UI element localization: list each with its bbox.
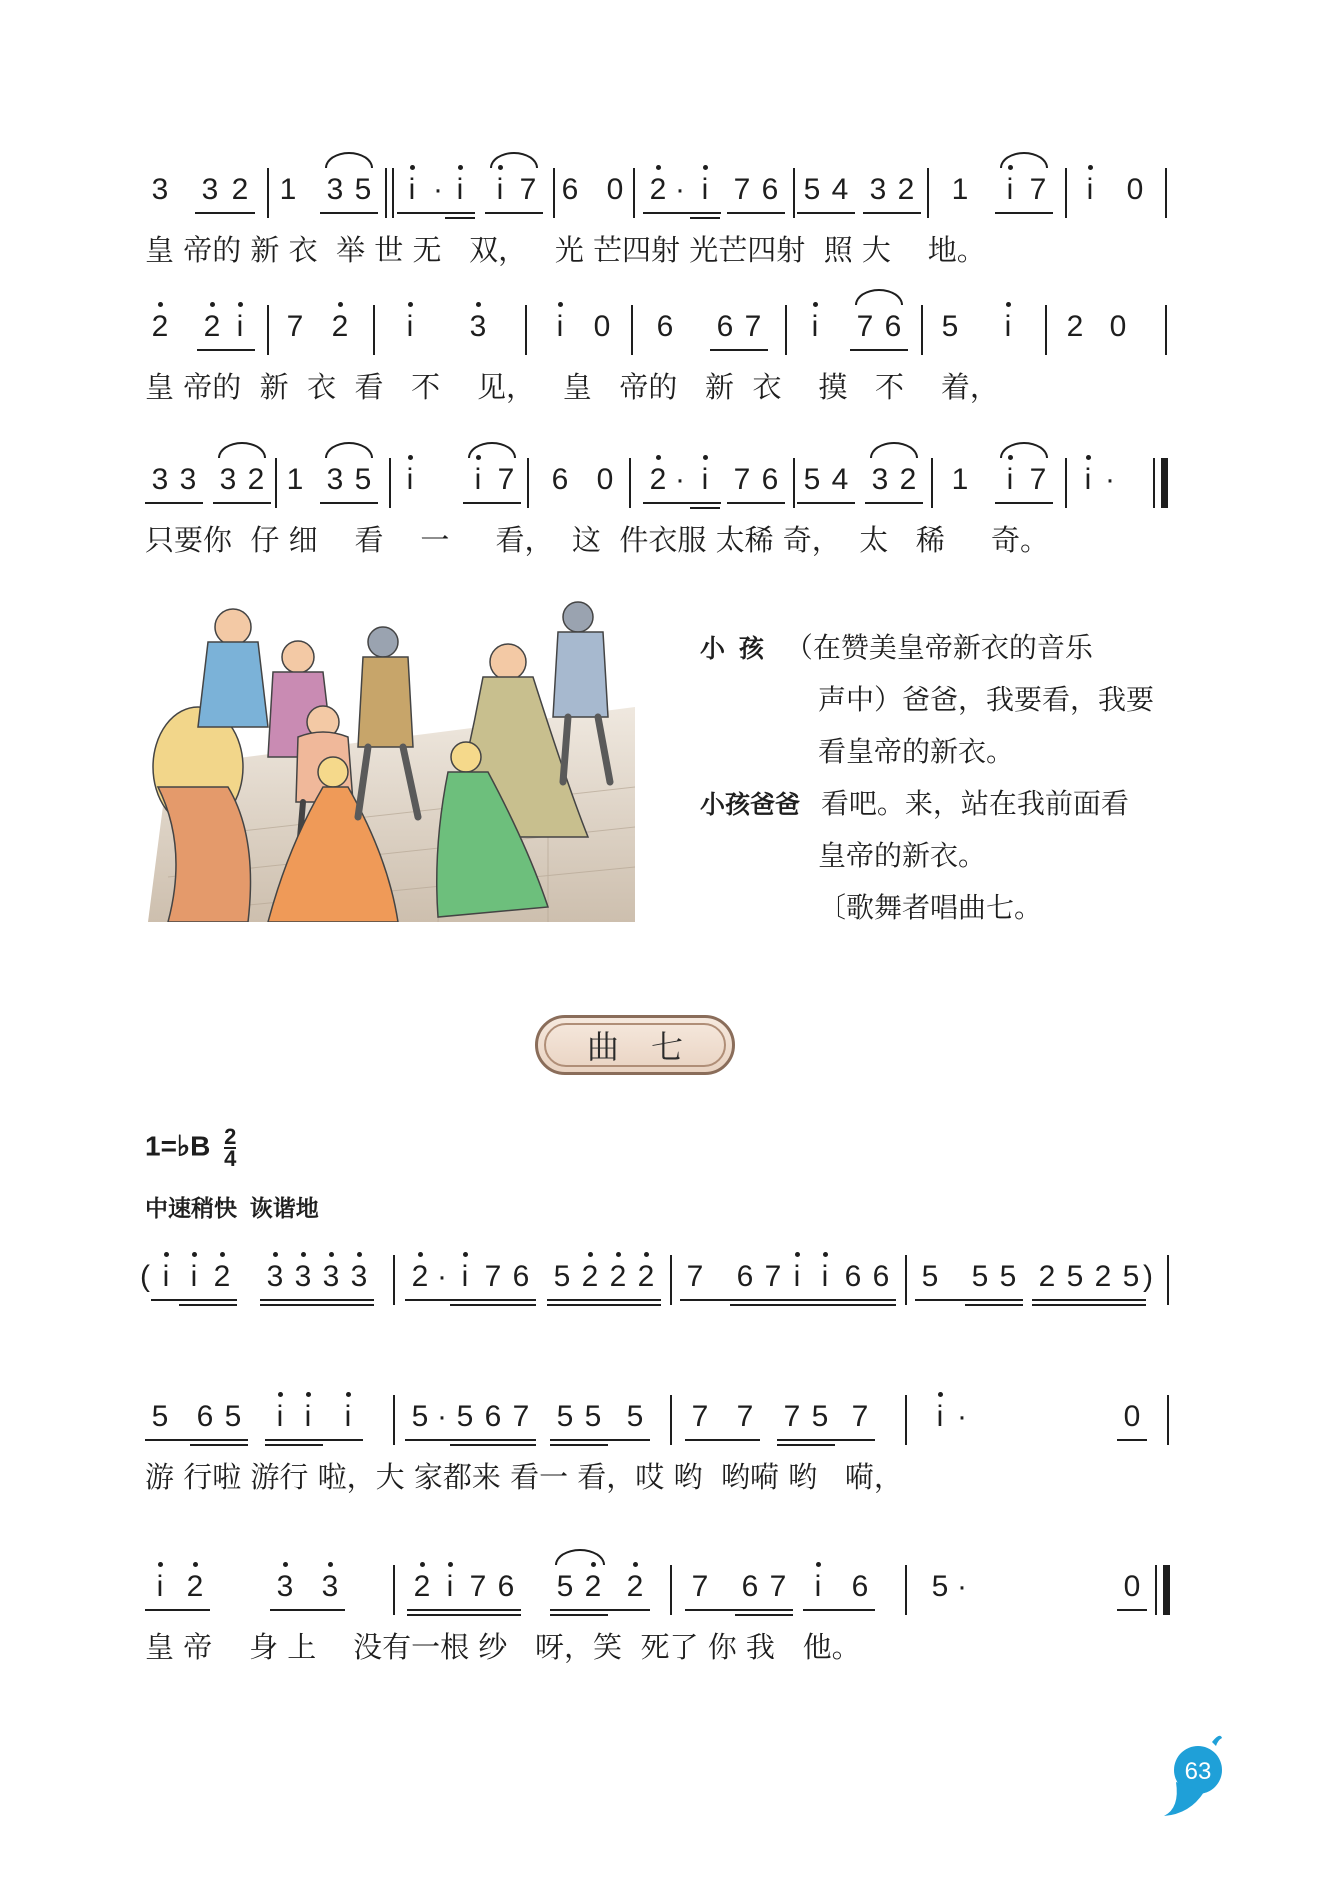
song7-row-3: i 2 3 3 2 i 7 6 5 2 2 7 6 7 i 6 5 · 0 <box>145 1565 1177 1611</box>
dialogue-line-3: 看皇帝的新衣。 <box>818 735 1015 768</box>
dialogue-line-1: 小 孩 （在赞美皇帝新衣的音乐 <box>700 631 1093 664</box>
lyrics-row-2: 皇 帝的 新 衣 看 不 见， 皇 帝的 新 衣 摸 不 着， <box>145 370 999 404</box>
dialogue-line-4: 小孩爸爸 看吧。来，站在我前面看 <box>700 787 1129 820</box>
dialogue-line-2: 声中）爸爸，我要看，我要 <box>818 683 1155 716</box>
key-signature: 1=♭B $\frac{2}{4}$ <box>145 1124 237 1171</box>
dialogue-line-6: 〔歌舞者唱曲七。 <box>818 891 1043 924</box>
score-row-2: 2 2 i 7 2 i 3 i 0 6 6 7 i 7 6 5 i 2 0 <box>145 305 1177 351</box>
score-row-3: 3 3 3 2 1 3 5 i i 7 6 0 2 · i 7 6 5 4 3 2 1 i 7 i · <box>145 458 1177 504</box>
score-row-1: 3 3 2 1 3 5 i · i i 7 6 0 2 · i 7 6 5 4 3 2 1 i 7 i 0 <box>145 168 1177 214</box>
dialogue-line-5: 皇帝的新衣。 <box>818 839 987 872</box>
song7-row-2: 5 6 5 i i i 5 · 5 6 7 5 5 5 7 7 7 5 7 i · 0 <box>145 1395 1177 1441</box>
tempo-marking: 中速稍快 诙谐地 <box>145 1195 319 1221</box>
section-title-badge <box>535 1015 735 1075</box>
song7-lyrics-row-3: 皇 帝 身 上 没有一根 纱 呀，笑 死了 你 我 他。 <box>145 1630 861 1664</box>
section-title: 曲七 <box>586 1028 715 1066</box>
emperor-parade-illustration <box>148 587 635 922</box>
song7-lyrics-row-2: 游 行啦 游行 啦，大 家都来 看一 看，哎 哟 哟嗬 哟 嗬， <box>145 1460 903 1494</box>
song7-row-1: ( i i 2 3 3 3 3 2 · i 7 6 5 2 2 2 7 6 7 i i 6 6 5 5 5 2 5 2 5 ) <box>145 1255 1177 1301</box>
lyrics-row-1: 皇 帝的 新 衣 举 世 无 双， 光 芒四射 光芒四射 照 大 地。 <box>145 233 986 267</box>
page-number-badge <box>1160 1730 1230 1820</box>
page-number: 63 <box>1184 1758 1212 1785</box>
lyrics-row-3: 只要你 仔 细 看 一 看， 这 件衣服 太稀 奇， 太 稀 奇。 <box>145 523 1049 557</box>
